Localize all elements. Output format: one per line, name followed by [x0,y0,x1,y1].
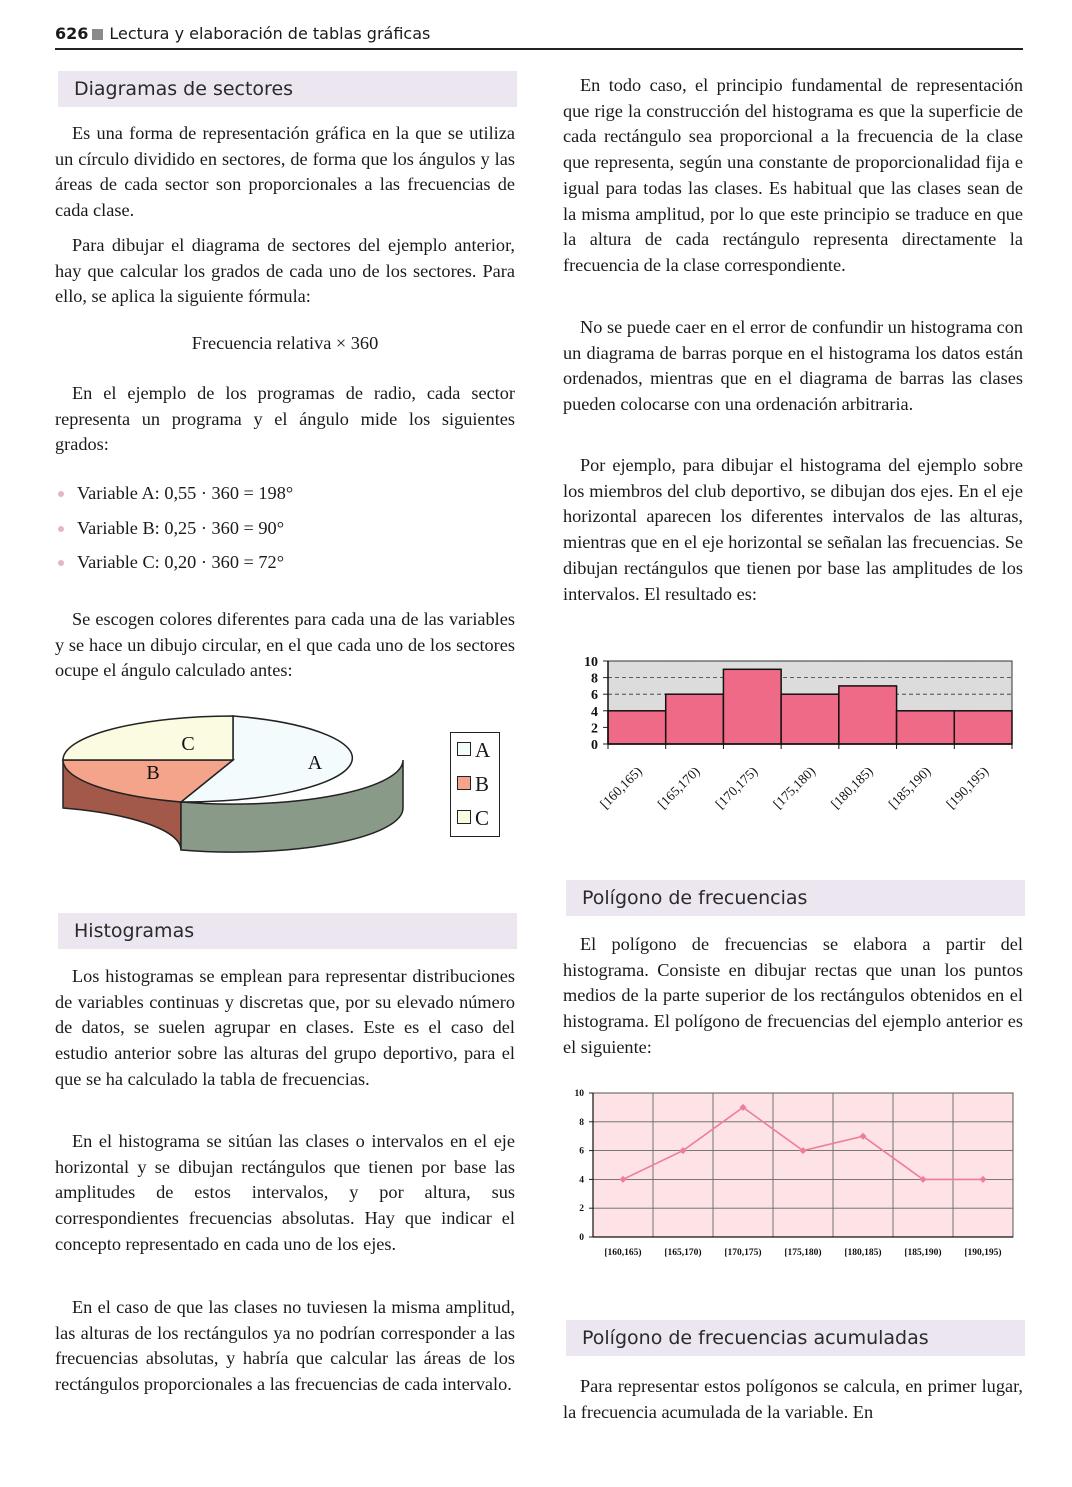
x-tick-label: [160,165) [604,1248,642,1258]
histogram-bar [608,711,666,744]
y-tick-label: 4 [591,704,598,720]
x-tick-label: [170,175) [724,1248,762,1258]
y-tick-label: 2 [591,721,598,737]
x-tick-label: [185,190) [885,763,934,812]
paragraph: Por ejemplo, para dibujar el histograma del ejemplo sobre los miembros del club deportivo, se dibujan dos ejes. En el eje horizontal aparecen los diferentes intervalos de las alturas, mientras que en el eje horizontal se señalan las frecuencias. Se dibujan rectángulos que tienen por base las amplitudes de los intervalos. El resultado es: [563,455,1023,604]
paragraph: No se puede caer en el error de confundir un histograma con un diagrama de barras porque en el histograma los datos están ordenados, mientras que en el diagrama de barras las clases pueden colocarse con una ordenación arbitraria. [563,317,1023,415]
y-tick-label: 8 [579,1117,584,1128]
paragraph: En el ejemplo de los programas de radio, cada sector representa un programa y el ángulo mide los siguientes grados: [55,383,515,455]
x-tick-label: [170,175) [712,763,761,812]
section-heading-poligono: Polígono de frecuencias [566,880,1025,916]
list-item: Variable A: 0,55 · 360 = 198° [55,481,515,516]
y-tick-label: 2 [579,1204,584,1215]
legend-item-c [457,807,489,829]
x-tick-label: [175,180) [784,1248,822,1258]
paragraph: En el histograma se sitúan las clases o intervalos en el eje horizontal y se dibujan rectángulos que tienen por base las amplitudes de estos intervalos, y por altura, sus correspondientes frecuencias absolutas. Hay que indicar el concepto representado en cada uno de los ejes. [55,1131,515,1254]
square-bullet-icon [92,29,103,40]
pie-label-a: A [307,752,323,774]
running-head-title: Lectura y elaboración de tablas gráficas [109,24,431,43]
pie-label-b: B [146,762,160,784]
y-tick-label: 4 [579,1175,584,1186]
paragraph: En el caso de que las clases no tuviesen la misma amplitud, las alturas de los rectángulos ya no podrían corresponder a las frecuencias absolutas, y habría que calcular las áreas de los rectángulos proporcionales a las frecuencias de cada intervalo. [55,1297,515,1395]
paragraph: Los histogramas se emplean para representar distribuciones de variables continuas y discretas que, por su elevado número de datos, se suelen agrupar en clases. Este es el caso del estudio anterior sobre las alturas del grupo deportivo, para el que se ha calculado la tabla de frecuencias. [55,966,515,1089]
paragraph: Se escogen colores diferentes para cada una de las variables y se hace un dibujo circular, en el que cada uno de los sectores ocupe el ángulo calculado antes: [55,609,515,681]
histogram-bar [781,694,839,744]
legend-label: A [475,738,491,762]
legend-label: B [475,772,490,796]
histogram-chart [560,650,1020,830]
running-head [55,24,1023,48]
y-tick-label: 6 [579,1146,584,1157]
paragraph: Es una forma de representación gráfica en la que se utiliza un círculo dividido en sectores, de forma que los ángulos y las áreas de cada sector son proporcionales a las frecuencias de cada clase. [55,123,515,221]
y-tick-label: 6 [591,688,598,704]
paragraph: Para dibujar el diagrama de sectores del ejemplo anterior, hay que calcular los grados de cada uno de los sectores. Para ello, se aplica la siguiente fórmula: [55,235,515,307]
y-tick-label: 10 [574,1089,584,1099]
x-tick-label: [190,195) [964,1248,1002,1258]
x-tick-label: [165,170) [654,763,703,812]
x-tick-label: [160,165) [596,763,645,812]
paragraph: El polígono de frecuencias se elabora a partir del histograma. Consiste en dibujar rectas que unan los puntos medios de la parte superior de los rectángulos obtenidos en el histograma. El polígono de frecuencias del ejemplo anterior es el siguiente: [563,934,1023,1057]
legend-label: C [475,806,490,830]
paragraph: En todo caso, el principio fundamental de representación que rige la construcción del histograma es que la superficie de cada rectángulo sea proporcional a la frecuencia de la clase que representa, según una constante de proporcionalidad fija e igual para todas las clases. Es habitual que las clases sean de la misma amplitud, por lo que este principio se traduce en que la altura de cada rectángulo representa directamente la frecuencia de la clase correspondiente. [563,75,1023,275]
section-heading-sectores: Diagramas de sectores [58,71,517,107]
legend-swatch-a [457,742,471,756]
legend-swatch-c [457,810,471,824]
x-tick-label: [165,170) [664,1248,702,1258]
frequency-polygon-chart [560,1080,1020,1265]
header-rule [55,48,1023,50]
histogram-bar [897,711,955,744]
legend-item-a [457,739,490,761]
x-tick-label: [190,195) [943,763,992,812]
y-tick-label: 8 [591,671,598,687]
y-tick-label: 0 [579,1233,584,1243]
y-tick-label: 10 [584,655,598,670]
bullet-list [55,481,515,585]
page-number: 626 [55,24,89,43]
legend-item-b [457,773,489,795]
list-item: Variable C: 0,20 · 360 = 72° [55,550,515,585]
section-heading-histogramas: Histogramas [58,913,517,949]
pie-chart [55,714,415,859]
x-tick-label: [180,185) [827,763,876,812]
x-tick-label: [175,180) [770,763,819,812]
paragraph: Para representar estos polígonos se calcula, en primer lugar, la frecuencia acumulada de la variable. En [563,1376,1023,1422]
plot-area [593,1093,1013,1237]
pie-label-c: C [181,733,195,755]
y-tick-label: 0 [591,738,598,753]
section-heading-acumuladas: Polígono de frecuencias acumuladas [566,1320,1025,1356]
list-item: Variable B: 0,25 · 360 = 90° [55,516,515,551]
pie-legend [450,732,500,837]
histogram-bar [666,694,724,744]
histogram-bar [839,686,897,744]
pie-slice-c [63,716,233,760]
histogram-bar [723,669,781,744]
x-tick-label: [180,185) [844,1248,882,1258]
x-tick-label: [185,190) [904,1248,942,1258]
histogram-bar [954,711,1012,744]
legend-swatch-b [457,776,471,790]
formula: Frecuencia relativa × 360 [191,333,379,353]
